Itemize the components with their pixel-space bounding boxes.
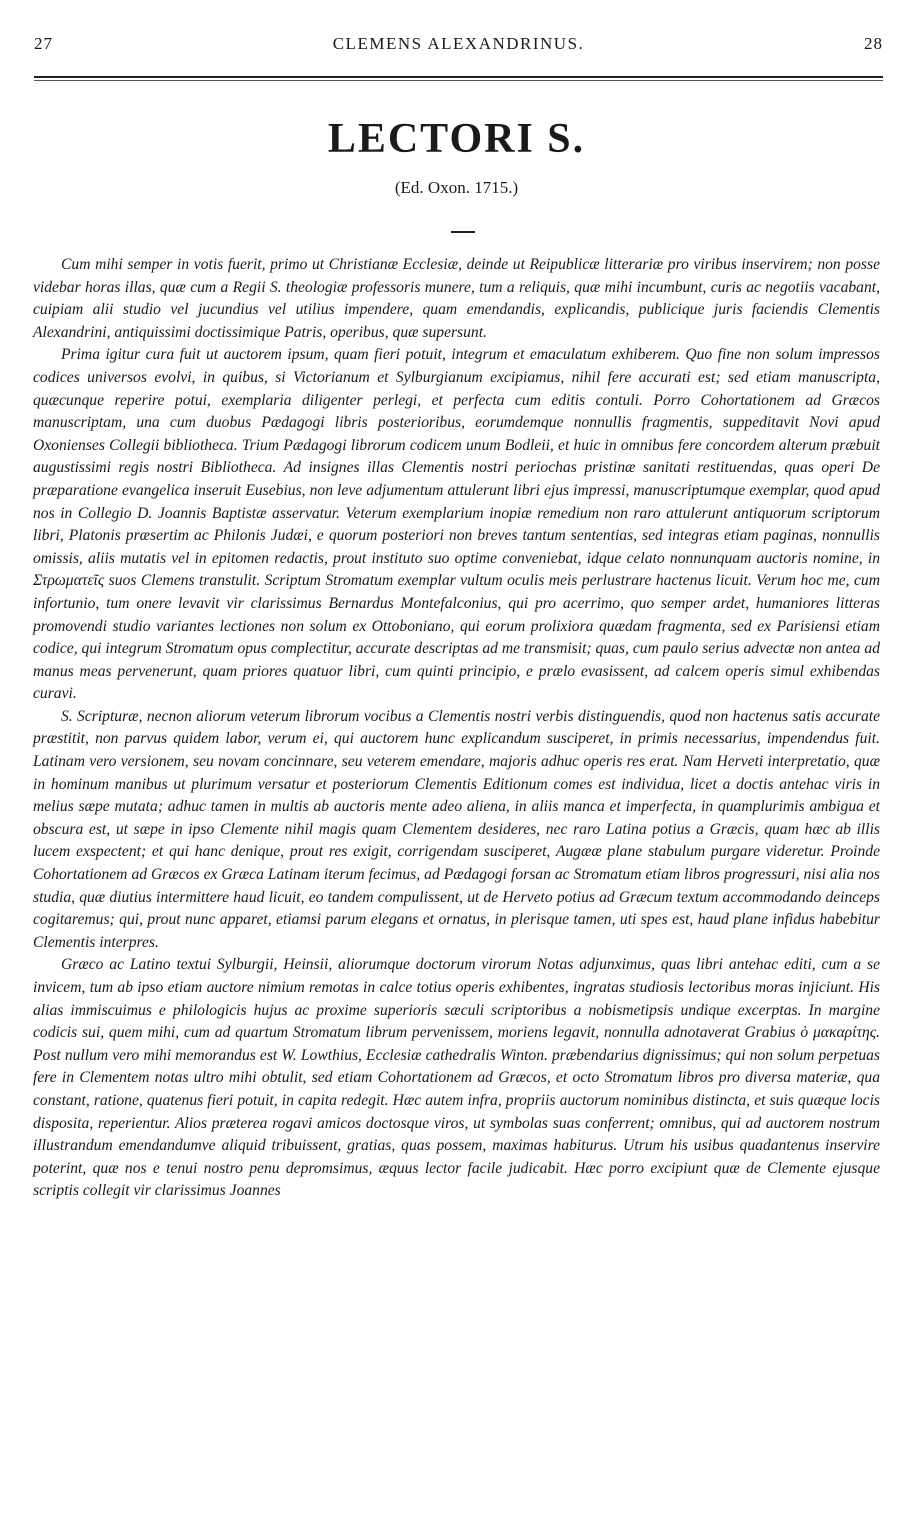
header-rule bbox=[34, 76, 883, 78]
body-text bbox=[33, 254, 880, 1203]
section-title: LECTORI S. bbox=[327, 116, 586, 162]
paragraph: Græco ac Latino textui Sylburgii, Heinsii, aliorumque doctorum virorum Notas adjunximus, quas libri antehac editi, cum a se invicem, tum ab ipso etiam auctore nimium remotas in calce totius operis exhibentes, ingratas studiosis lectoribus moras injiciunt. His alias immiscuimus e philologicis hujus ac proxime superioris sæculi scriptoribus a nobismetipsis undique excerptas. In margine codicis sui, quem mihi, cum ad quartum Stromatum librum pervenissem, moriens legavit, nonnulla adnotaverat Grabius ὁ μακαρίτης. Post nullum vero mihi memorandus est W. Lowthius, Ecclesiæ cathedralis Winton. præbendarius dignissimus; qui non solum perpetuas fere in Clementem notas ultro mihi obtulit, sed etiam Cohortationem ad Græcos, et octo Stromatum libros pro diversa materiæ, qua constant, ratione, quatenus fieri potuit, in capita redegit. Hæc autem infra, propriis auctorum nominibus distincta, et suis quæque locis disposita, reperientur. Alios præterea rogavi amicos doctosque viros, ut symbolas suas conferrent; omnibus, qui ad auctorem nostrum illustrandum emendandumve aliquid tribuissent, gratias, quas possem, maximas habiturus. Utrum his usibus quadantenus inservire poterint, quæ nos e tenui nostro penu depromsimus, æquus lector facile judicabit. Hæc porro excipiunt quæ de Clemente ejusque scriptis collegit vir clarissimus Joannes bbox=[33, 956, 880, 1200]
paragraph: Cum mihi semper in votis fuerit, primo ut Christianæ Ecclesiæ, deinde ut Reipublicæ litterariæ pro viribus inservirem; non posse videbar horas illas, quæ cum a Regii S. theologiæ professoris munere, tum a reliquis, quæ mihi incumbunt, curis ac negotiis vacabant, cuipiam alii studio vel jucundius vel utilius impendere, quam emendandis, explicandis, publicique juris faciendis Clementis Alexandrini, antiquissimi doctissimique Patris, operibus, quæ supersunt. bbox=[33, 256, 880, 341]
running-head bbox=[34, 34, 883, 58]
header-rule-thin bbox=[34, 80, 883, 81]
paragraph: Prima igitur cura fuit ut auctorem ipsum, quam fieri potuit, integrum et emaculatum exhiberem. Quo fine non solum impressos codices universos evolvi, in quibus, si Victorianum et Sylburgianum excipiamus, nihil fere accurati est; sed etiam manuscripta, quæcunque reperire potui, exemplaria diligenter perlegi, et perfecta cum editis contuli. Porro Cohortationem ad Græcos manuscriptam, una cum duobus Pædagogi libris posterioribus, eorumdemque nonnullis fragmentis, suppeditavit Novi apud Oxonienses Collegii bibliotheca. Trium Pædagogi librorum codicem unum Bodleii, et huic in omnibus fere concordem alterum præbuit augustissimi regis nostri Bibliotheca. Ad insignes illas Clementis nostri periochas pristinæ sanitati restituendas, quas operi De præparatione evangelica inseruit Eusebius, non leve adjumentum attulerunt libri ejus impressi, manuscriptumque exemplar, quod apud nos in Collegio D. Joannis Baptistæ asservatur. Veterum exemplarium inopiæ remedium non raro attulerunt antiquorum scriptorum libri, Platonis præsertim ac Philonis Judæi, e quorum posteriori non breves tantum sententias, sed integras etiam paginas, nonnullis omissis, aliis mutatis vel in epitomen redactis, prout instituto suo optime conveniebat, idque celato nonnunquam auctoris nomine, in Στρωματεῖς suos Clemens transtulit. Scriptum Stromatum exemplar vultum oculis meis perlustrare hactenus licuit. Verum hoc me, cum infortunio, tum onere levavit vir clarissimus Bernardus Montefalconius, qui pro acerrimo, quo semper ardet, humaniores litteras promovendi studio variantes lectiones non solum ex Ottoboniano, qui eorum prolixiora quædam fragmenta, sed ex Parisiensi etiam codice, qui integrum Stromatum opus complectitur, accurate descriptas ad me transmisit; quas, cum paulo serius advectæ non antea ad manus meas pervenerunt, quam priores quatuor libri, cum quinti principio, e prælo evasissent, ad calcem operis simul exhibendas curavi. bbox=[33, 346, 880, 703]
title-dash-divider bbox=[451, 231, 475, 233]
edition-note: (Ed. Oxon. 1715.) bbox=[394, 178, 519, 197]
page-number-left: 27 bbox=[34, 34, 53, 53]
paragraph: S. Scripturæ, necnon aliorum veterum librorum vocibus a Clementis nostri verbis distinguendis, quod non hactenus satis accurate præstitit, non parvus quidem labor, verum ei, qui auctorem hunc explicandum susciperet, in primis necessarius, impendendus fuit. Latinam vero versionem, seu novam concinnare, seu veterem emendare, majoris adhuc operis res erat. Nam Herveti interpretatio, quæ in hominum manibus ut plurimum versatur et posteriorum Clementis Editionum comes est individua, licet a doctis antehac viris in melius sæpe mutata; adhuc tamen in multis ab auctoris mente adeo aliena, in aliis manca et imperfecta, in quamplurimis ambigua et obscura est, ut sæpe in ipso Clemente nihil magis quam Clementem desideres, nec raro Latina potius a Græcis, quam hæc ab illis lucem exspectent; et qui hanc denique, prout res exigit, corrigendam susciperet, Augææ plane stabulum purgare videretur. Proinde Cohortationem ad Græcos ex Græca Latinam iterum fecimus, ad Pædagogi forsan ac Stromatum etiam libros progressuri, nisi alia nos studia, quæ diutius intermittere haud licuit, eo tandem compulissent, ut de Herveto potius ad Græcum textum accommodando deinceps cogitaremus; qui, prout nunc apparet, etiamsi parum elegans et ornatus, in plerisque tamen, uti spes est, haud plane infidus habebitur Clementis interpres. bbox=[33, 707, 880, 951]
page-number-right: 28 bbox=[864, 34, 883, 53]
running-title: CLEMENS ALEXANDRINUS. bbox=[332, 34, 585, 53]
